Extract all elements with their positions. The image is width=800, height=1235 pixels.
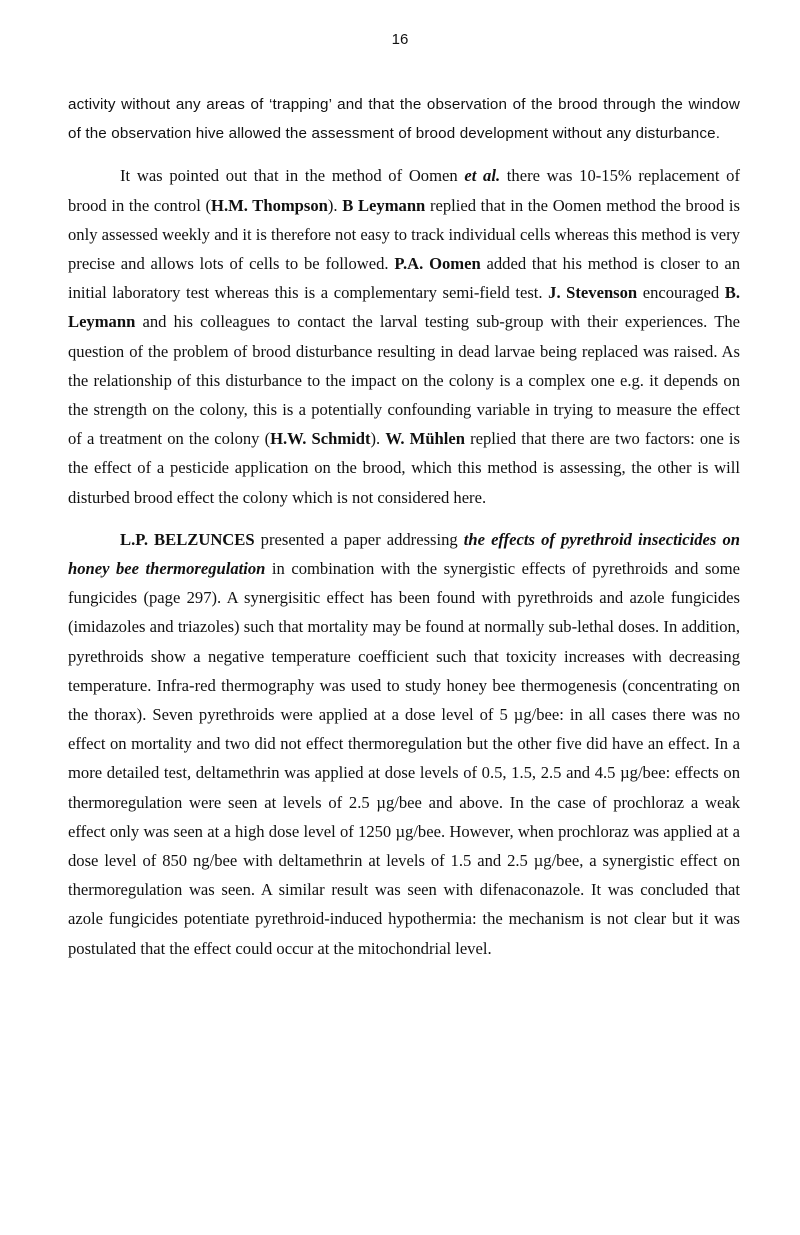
- text-run: there was 10-15% replacement of brood in the control (: [68, 166, 740, 215]
- paper-title: the effects of pyrethroid insecticides on honey bee thermoregulation: [68, 529, 740, 579]
- emphasis-et-al: et al.: [464, 166, 501, 186]
- text-run: ).: [370, 429, 386, 449]
- speaker-name: H.M. Thompson: [211, 195, 328, 215]
- speaker-name: H.W. Schmidt: [270, 429, 371, 449]
- speaker-name: P.A. Oomen: [394, 254, 481, 274]
- text-run: replied that there are two factors: one is the effect of a pesticide application on the brood, which this method is assessing, the other is will disturbed brood effect the colony which is not considered here.: [68, 429, 740, 507]
- body-text: [68, 90, 740, 963]
- paragraph-presentation: [68, 525, 740, 963]
- text-run: and his colleagues to contact the larval testing sub-group with their experiences. The question of the problem of brood disturbance resulting in dead larvae being replaced was raised. As the relationship of this disturbance to the impact on the colony is a complex one e.g. it depends on the strength on the colony, this is a potentially confounding variable in trying to measure the effect of a treatment on the colony (: [68, 312, 740, 449]
- text-run: replied that in the Oomen method the brood is only assessed weekly and it is therefore not easy to track individual cells whereas this method is very precise and allows lots of cells to be followed.: [68, 195, 740, 274]
- presenter-name: L.P. BELZUNCES: [120, 529, 255, 549]
- text-run: in combination with the synergistic effects of pyrethroids and some fungicides (page 297). A synergisitic effect has been found with pyrethroids and azole fungicides (imidazoles and triazoles) such that mortality may be found at normally sub-lethal doses. In addition, pyrethroids show a negative temperature coefficient such that toxicity increases with decreasing temperature. Infra-red thermography was used to study honey bee thermogenesis (concentrating on the thorax). Seven pyrethroids were applied at a dose level of 5 µg/bee: in all cases there was no effect on mortality and two did not effect thermoregulation but the other five did have an effect. In a more detailed test, deltamethrin was applied at dose levels of 0.5, 1.5, 2.5 and 4.5 µg/bee: effects on thermoregulation were seen at levels of 2.5 µg/bee and above. In the case of prochloraz a weak effect only was seen at a high dose level of 1250 µg/bee. However, when prochloraz was applied at a dose level of 850 ng/bee with deltamethrin at levels of 1.5 and 2.5 µg/bee, a synergistic effect on thermoregulation was seen. A similar result was seen with difenaconazole. It was concluded that azole fungicides potentiate pyrethroid-induced hypothermia: the mechanism is not clear but it was postulated that the effect could occur at the mitochondrial level.: [68, 559, 740, 958]
- speaker-name: B Leymann: [342, 195, 426, 215]
- speaker-name: W. Mühlen: [385, 429, 465, 449]
- page-number: 16: [391, 31, 409, 48]
- text-run: encouraged: [637, 283, 725, 303]
- speaker-name: B. Leymann: [68, 283, 740, 332]
- paragraph-discussion: [68, 161, 740, 511]
- text-run: ).: [327, 195, 343, 215]
- text-run: added that his method is closer to an initial laboratory test whereas this is a complementary semi-field test.: [68, 254, 740, 303]
- text-run: It was pointed out that in the method of Oomen: [120, 166, 465, 186]
- paragraph-continuation: activity without any areas of ‘trapping’ and that the observation of the brood through the window of the observation hive allowed the assessment of brood development without any disturbance.: [68, 96, 740, 143]
- speaker-name: J. Stevenson: [548, 283, 638, 303]
- text-run: presented a paper addressing: [254, 529, 464, 549]
